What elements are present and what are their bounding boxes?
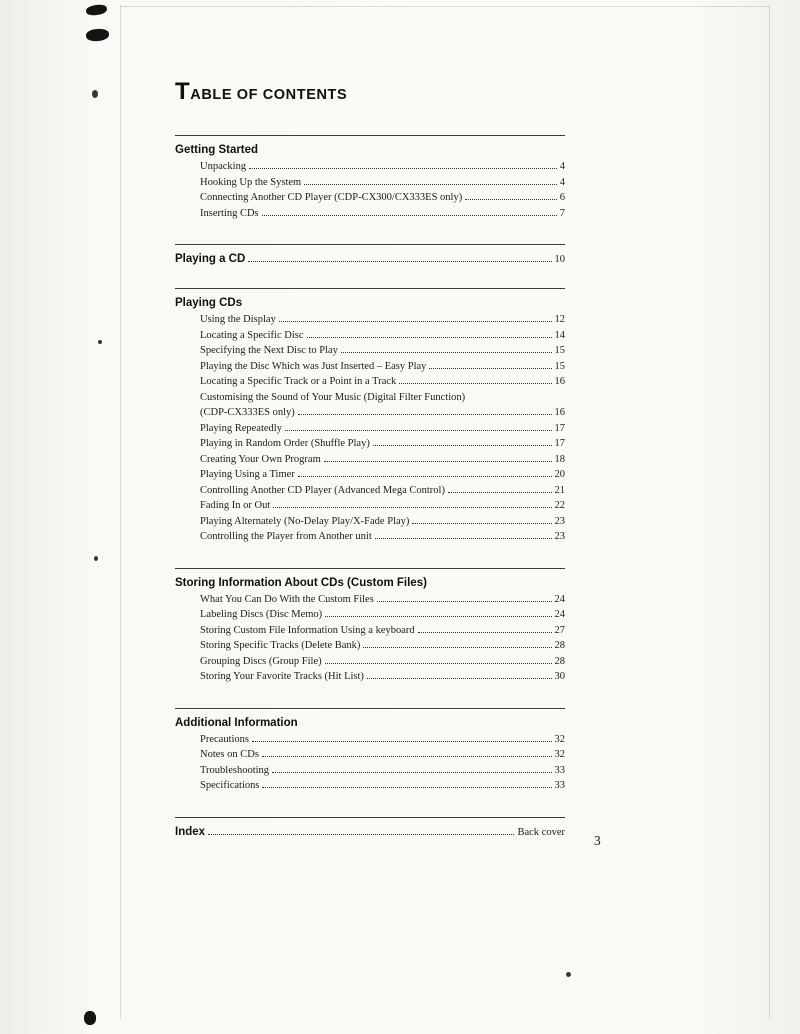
scan-artifact <box>566 972 571 977</box>
toc-entry <box>200 175 565 191</box>
toc-entry-label: Playing Using a Timer <box>200 469 295 480</box>
toc-entry-page: 4 <box>559 161 565 172</box>
toc-entry-continued <box>200 390 565 406</box>
dot-leader <box>307 337 552 338</box>
dot-leader <box>363 647 551 648</box>
dot-leader <box>272 772 551 773</box>
dot-leader <box>249 168 557 169</box>
toc-entry <box>200 405 565 421</box>
toc-entry <box>200 359 565 375</box>
toc-entry-label: Using the Display <box>200 314 276 325</box>
toc-entry <box>200 483 565 499</box>
toc-entry-page: 33 <box>554 780 565 791</box>
dot-leader <box>325 616 551 617</box>
toc-entry-label: Specifications <box>200 780 260 791</box>
toc-entry-label: Troubleshooting <box>200 764 270 776</box>
dot-leader <box>304 184 557 185</box>
toc-item-list <box>175 592 565 685</box>
toc-entry <box>200 778 565 794</box>
section-divider <box>175 288 565 289</box>
toc-entry <box>200 190 565 206</box>
toc-entry-label: Playing Repeatedly <box>200 422 282 434</box>
toc-entry <box>200 732 565 748</box>
toc-entry-label: Storing Your Favorite Tracks (Hit List) <box>200 671 364 682</box>
page-number: 3 <box>594 833 601 848</box>
toc-entry-page: 15 <box>554 360 565 372</box>
toc-entry <box>200 638 565 654</box>
toc-entry-label: Grouping Discs (Group File) <box>200 655 322 667</box>
section-heading-row <box>175 253 565 265</box>
toc-entry <box>200 529 565 545</box>
section-heading-row <box>175 717 565 729</box>
toc-entry <box>200 607 565 623</box>
toc-entry-label: Locating a Specific Disc <box>200 329 304 341</box>
toc-entry-label: Storing Custom File Information Using a keyboard <box>200 624 415 636</box>
toc-entry-page: 24 <box>554 593 565 605</box>
toc-entry <box>200 436 565 452</box>
toc <box>175 135 565 838</box>
scan-artifact <box>94 556 98 561</box>
toc-entry-page: 32 <box>554 749 565 760</box>
scan-artifact <box>92 90 98 98</box>
toc-entry-label: Fading In or Out <box>200 500 271 511</box>
toc-entry-page: 22 <box>554 500 565 511</box>
dot-leader <box>262 756 552 757</box>
toc-section <box>175 288 565 545</box>
section-divider <box>175 817 565 818</box>
toc-entry-page: 21 <box>554 484 565 496</box>
toc-entry-page: 12 <box>554 314 565 325</box>
toc-entry <box>200 654 565 670</box>
toc-entry <box>200 623 565 639</box>
toc-entry-page: 18 <box>554 453 565 465</box>
toc-entry-page: 23 <box>554 515 565 527</box>
toc-entry-label: Playing Alternately (No-Delay Play/X-Fade Play) <box>200 515 410 527</box>
toc-entry-label: (CDP-CX333ES only) <box>200 407 295 418</box>
dot-leader <box>298 414 552 415</box>
dot-leader <box>465 199 557 200</box>
toc-page-content <box>175 80 565 861</box>
scan-edge-line-left <box>120 5 121 1019</box>
dot-leader <box>429 368 551 369</box>
scan-artifact <box>98 340 102 344</box>
toc-section <box>175 135 565 221</box>
toc-entry-label: Playing in Random Order (Shuffle Play) <box>200 438 370 449</box>
toc-section <box>175 568 565 685</box>
dot-leader <box>252 741 552 742</box>
toc-entry <box>200 592 565 608</box>
toc-section <box>175 708 565 794</box>
toc-entry-page: 17 <box>554 438 565 449</box>
toc-entry-page: 28 <box>554 655 565 667</box>
toc-entry <box>200 514 565 530</box>
section-divider <box>175 244 565 245</box>
toc-entry-page: 28 <box>554 640 565 651</box>
section-heading: Playing a CD <box>175 253 246 265</box>
scan-edge-line-top <box>120 6 770 7</box>
toc-entry <box>200 467 565 483</box>
dot-leader <box>324 461 552 462</box>
toc-entry <box>200 159 565 175</box>
section-heading-row <box>175 297 565 309</box>
page-title-initial: T <box>175 78 191 105</box>
section-page-number: 10 <box>554 254 565 265</box>
toc-entry-page: 32 <box>554 733 565 745</box>
scan-artifact <box>84 1011 96 1025</box>
dot-leader <box>298 476 552 477</box>
toc-entry-page: 16 <box>554 376 565 387</box>
toc-entry <box>200 312 565 328</box>
toc-entry-page: 16 <box>554 407 565 418</box>
toc-entry-label: Inserting CDs <box>200 207 259 219</box>
toc-entry-page: 27 <box>554 624 565 636</box>
toc-item-list <box>175 312 565 545</box>
toc-entry <box>200 421 565 437</box>
toc-entry-page: 7 <box>559 207 565 219</box>
section-heading: Playing CDs <box>175 297 243 309</box>
toc-entry-label: Specifying the Next Disc to Play <box>200 345 338 356</box>
dot-leader <box>262 215 557 216</box>
dot-leader <box>412 523 551 524</box>
scan-edge-line-right <box>769 5 770 1019</box>
dot-leader <box>325 663 552 664</box>
toc-entry-label: Hooking Up the System <box>200 176 302 188</box>
section-heading: Getting Started <box>175 144 259 156</box>
dot-leader <box>367 678 552 679</box>
dot-leader <box>262 787 551 788</box>
toc-entry-label: Playing the Disc Which was Just Inserted – Easy Play <box>200 360 427 372</box>
section-page-number: Back cover <box>517 826 565 838</box>
dot-leader <box>273 507 551 508</box>
toc-entry-page: 17 <box>554 422 565 434</box>
toc-entry <box>200 374 565 390</box>
toc-entry-page: 6 <box>559 192 565 203</box>
section-heading: Additional Information <box>175 716 298 729</box>
section-divider <box>175 708 565 709</box>
toc-entry-label: Unpacking <box>200 161 247 172</box>
toc-entry-label: What You Can Do With the Custom Files <box>200 593 374 605</box>
toc-entry-page: 23 <box>554 531 565 542</box>
toc-entry-label: Creating Your Own Program <box>200 453 321 465</box>
dot-leader <box>285 430 552 431</box>
toc-entry-label: Controlling Another CD Player (Advanced Mega Control) <box>200 484 445 496</box>
toc-section <box>175 244 565 265</box>
toc-entry-label: Connecting Another CD Player (CDP-CX300/CX333ES only) <box>200 192 463 203</box>
toc-item-list <box>175 159 565 221</box>
toc-section <box>175 817 565 838</box>
section-heading: Storing Information About CDs (Custom Files) <box>175 576 427 589</box>
toc-entry-label: Locating a Specific Track or a Point in a Track <box>200 376 397 387</box>
toc-entry-page: 33 <box>554 764 565 776</box>
toc-entry <box>200 498 565 514</box>
section-heading: Index <box>175 825 206 838</box>
section-divider <box>175 568 565 569</box>
page-title-rest: ABLE OF CONTENTS <box>190 87 348 103</box>
toc-item-list <box>175 732 565 794</box>
section-heading-row <box>175 144 565 156</box>
toc-entry-label: Controlling the Player from Another unit <box>200 531 372 542</box>
page-title <box>175 80 565 107</box>
section-heading-row <box>175 826 565 838</box>
toc-entry <box>200 343 565 359</box>
toc-entry-page: 14 <box>554 329 565 341</box>
toc-entry <box>200 763 565 779</box>
dot-leader <box>208 834 514 835</box>
dot-leader <box>373 445 552 446</box>
toc-entry <box>200 452 565 468</box>
dot-leader <box>279 321 552 322</box>
toc-entry <box>200 206 565 222</box>
toc-entry <box>200 328 565 344</box>
toc-entry-label: Precautions <box>200 733 249 745</box>
section-heading-row <box>175 577 565 589</box>
dot-leader <box>418 632 552 633</box>
toc-entry-page: 15 <box>554 345 565 356</box>
toc-entry-page: 20 <box>554 469 565 480</box>
toc-entry <box>200 747 565 763</box>
dot-leader <box>375 538 552 539</box>
toc-entry-label: Labeling Discs (Disc Memo) <box>200 609 323 620</box>
dot-leader <box>248 261 551 262</box>
toc-entry-label: Notes on CDs <box>200 749 259 760</box>
toc-entry-label: Customising the Sound of Your Music (Digital Filter Function) <box>200 391 466 403</box>
section-divider <box>175 135 565 136</box>
dot-leader <box>448 492 552 493</box>
dot-leader <box>399 383 551 384</box>
toc-entry <box>200 669 565 685</box>
toc-entry-page: 30 <box>554 671 565 682</box>
toc-entry-label: Storing Specific Tracks (Delete Bank) <box>200 640 361 651</box>
dot-leader <box>341 352 552 353</box>
dot-leader <box>377 601 552 602</box>
toc-entry-page: 24 <box>554 609 565 620</box>
toc-entry-page: 4 <box>559 176 565 188</box>
